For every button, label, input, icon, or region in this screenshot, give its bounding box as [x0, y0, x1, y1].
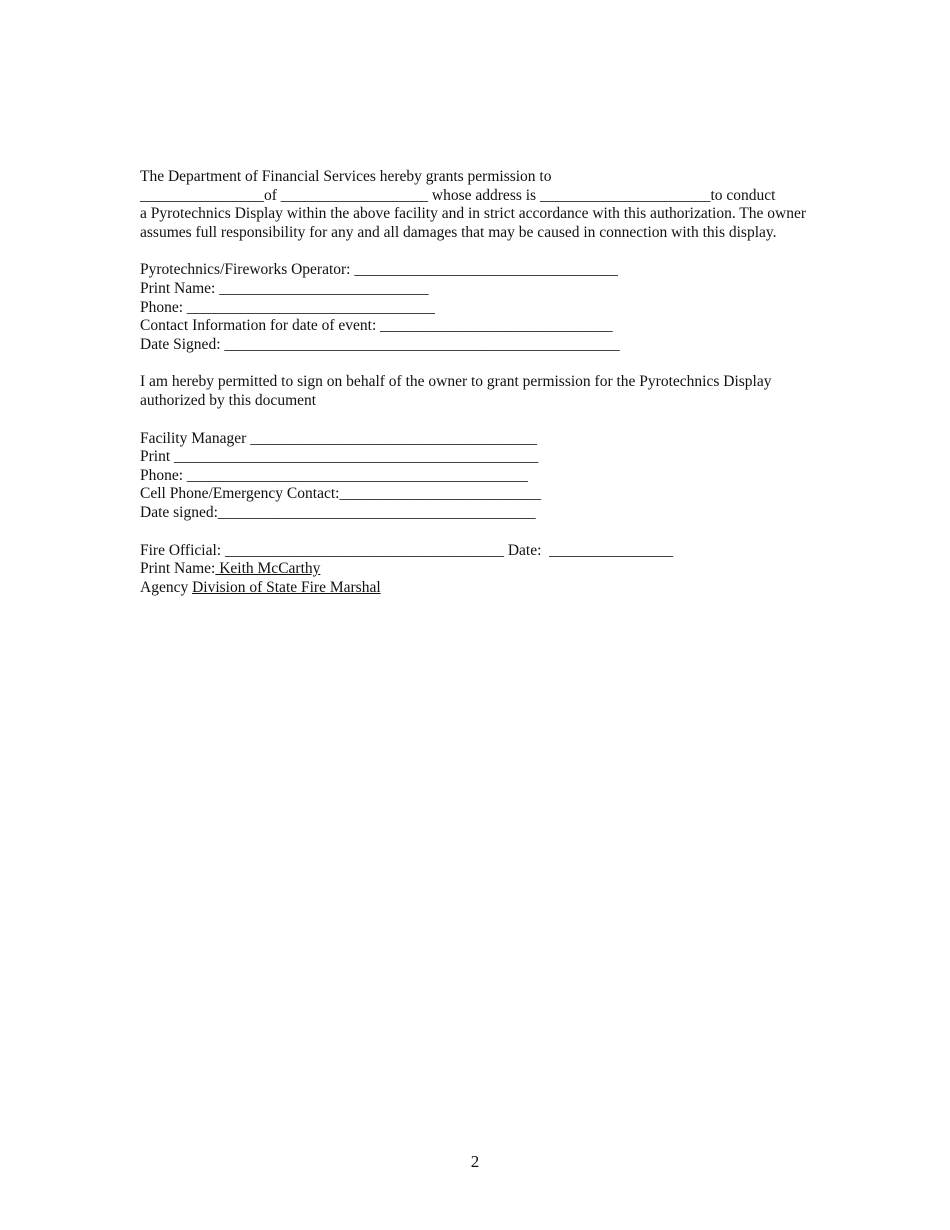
facility-print-field: Print _______________________________________________ [140, 448, 539, 466]
page-number: 2 [470, 1152, 480, 1171]
print-name-value: Keith McCarthy [215, 560, 321, 578]
fire-official-section [140, 542, 812, 598]
agency-value: Division of State Fire Marshal [192, 578, 381, 596]
facility-phone-field: Phone: ____________________________________________ [140, 466, 528, 484]
operator-date-signed-field: Date Signed: ___________________________________________________ [140, 335, 620, 353]
permission-line-2: ________________of ___________________ whose address is ______________________to conduct [140, 186, 776, 204]
permission-paragraph [140, 168, 812, 242]
facility-section [140, 430, 812, 523]
document-body [140, 168, 812, 597]
fire-official-field: Fire Official: ____________________________________ Date: ________________ [140, 541, 674, 559]
permission-line-1: The Department of Financial Services hereby grants permission to [140, 168, 552, 185]
fire-official-agency [140, 579, 812, 598]
permission-text: a Pyrotechnics Display within the above facility and in strict accordance with this authorization. The owner assumes full responsibility for any and all damages that may be caused in connection with this display. [140, 205, 807, 241]
fire-official-print-name [140, 560, 812, 579]
facility-cell-field: Cell Phone/Emergency Contact:__________________________ [140, 485, 541, 503]
operator-signature-field: Pyrotechnics/Fireworks Operator: __________________________________ [140, 261, 618, 279]
operator-contact-field: Contact Information for date of event: ______________________________ [140, 317, 613, 335]
operator-print-name-field: Print Name: ___________________________ [140, 279, 429, 297]
facility-manager-field: Facility Manager _____________________________________ [140, 429, 537, 447]
facility-date-signed-field: Date signed:_________________________________________ [140, 503, 536, 521]
operator-phone-field: Phone: ________________________________ [140, 298, 435, 316]
operator-section [140, 261, 812, 354]
owner-statement: I am hereby permitted to sign on behalf of the owner to grant permission for the Pyrotechnics Display authorized by this document [140, 373, 772, 409]
print-name-label: Print Name: [140, 560, 216, 578]
agency-label: Agency [140, 578, 193, 596]
